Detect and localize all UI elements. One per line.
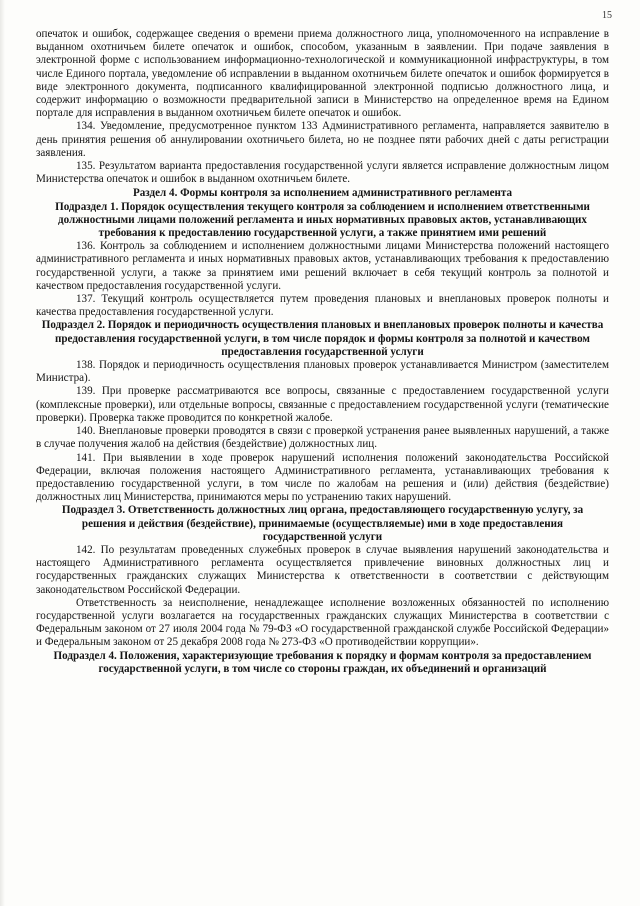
document-body (36, 28, 609, 676)
paragraph-responsibility: Ответственность за неисполнение, ненадлежащее исполнение возложенных обязанностей по исполнению государственной услуги возлагается на государственных гражданских служащих Министерства в соответствии с Федеральным законом от 27 июля 2004 года № 79-ФЗ «О государственной гражданской службе Российской Федерации» и Федеральным законом от 25 декабря 2008 года № 273-ФЗ «О противодействии коррупции». (36, 596, 609, 649)
paragraph-133-continuation: опечаток и ошибок, содержащее сведения о времени приема должностного лица, уполномоченного на исправление в выданном охотничьем билете опечаток и ошибок, способом, указанным в заявлении. При подаче заявления в электронной форме с использованием информационно-технологической и коммуникационной инфраструктуры, в том числе Единого портала, уведомление об исправлении в выданном охотничьем билете опечаток и ошибок формируется в виде электронного документа, подписанного квалифицированной электронной подписью должностного лица, и содержит информацию о возможности предварительной записи в Министерство на определенное время на Едином портале для исправления в выданном охотничьем билете опечаток и ошибок. (36, 28, 609, 120)
paragraph-138: 138. Порядок и периодичность осуществления плановых проверок устанавливается Министром (заместителем Министра). (36, 359, 609, 385)
subsection-4-heading: Подраздел 4. Положения, характеризующие требования к порядку и формам контроля за предоставлением государственной услуги, в том числе со стороны граждан, их объединений и организаций (53, 649, 592, 675)
subsection-1-heading: Подраздел 1. Порядок осуществления текущего контроля за соблюдением и исполнением ответственными должностными лицами положений регламента и иных нормативных правовых актов, устанавливающих требования к предоставлению государственной услуги, а также принятием ими решений (55, 200, 590, 240)
subsection-2-heading: Подраздел 2. Порядок и периодичность осуществления плановых и внеплановых проверок полноты и качества предоставления государственной услуги, в том числе порядок и формы контроля за полнотой и качеством предоставления государственной услуги (41, 319, 604, 358)
paragraph-134: 134. Уведомление, предусмотренное пунктом 133 Административного регламента, направляется заявителю в день принятия решения об аннулировании охотничьего билета, но не позднее пяти рабочих дней с даты регистрации заявления. (36, 120, 609, 159)
section-4-heading: Раздел 4. Формы контроля за исполнением административного регламента (132, 187, 513, 200)
paragraph-140: 140. Внеплановые проверки проводятся в связи с проверкой устранения ранее выявленных нарушений, а также в случае получения жалоб на действия (бездействие) должностных лиц. (36, 425, 609, 451)
paragraph-141: 141. При выявлении в ходе проверок нарушений исполнения положений законодательства Российской Федерации, включая положения настоящего Административного регламента, устанавливающих требования к предоставлению государственной услуги, в том числе по жалобам на решения и (или) действия (бездействие) должностных лиц Министерства, принимаются меры по устранению таких нарушений. (36, 451, 609, 504)
paragraph-142: 142. По результатам проведенных служебных проверок в случае выявления нарушений законодательства и настоящего Административного регламента осуществляется привлечение виновных должностных лиц и государственных гражданских служащих Министерства к ответственности в соответствии с действующим законодательством Российской Федерации. (36, 543, 609, 596)
subsection-3-heading: Подраздел 3. Ответственность должностных лиц органа, предоставляющего государственную услугу, за решения и действия (бездействие), принимаемые (осуществляемые) ими в ходе предоставления государственной услуги (61, 504, 584, 543)
paragraph-136: 136. Контроль за соблюдением и исполнением должностными лицами Министерства положений настоящего административного регламента и иных нормативных правовых актов, устанавливающих требования к предоставлению государственной услуги, а также за принятием ими решений включает в себя текущий контроль за полнотой и качеством предоставления государственной услуги. (36, 240, 609, 292)
paragraph-139: 139. При проверке рассматриваются все вопросы, связанные с предоставлением государственной услуги (комплексные проверки), или отдельные вопросы, связанные с предоставлением государственной услуги (тематические проверки). Проверка также проводится по конкретной жалобе. (36, 385, 609, 424)
scan-edge (0, 0, 5, 906)
page-number: 15 (602, 10, 612, 21)
paragraph-137: 137. Текущий контроль осуществляется путем проведения плановых и внеплановых проверок полноты и качества предоставления государственной услуги. (36, 293, 609, 319)
paragraph-135: 135. Результатом варианта предоставления государственной услуги является исправление должностным лицом Министерства опечаток и ошибок в выданном охотничьем билете. (36, 160, 609, 186)
